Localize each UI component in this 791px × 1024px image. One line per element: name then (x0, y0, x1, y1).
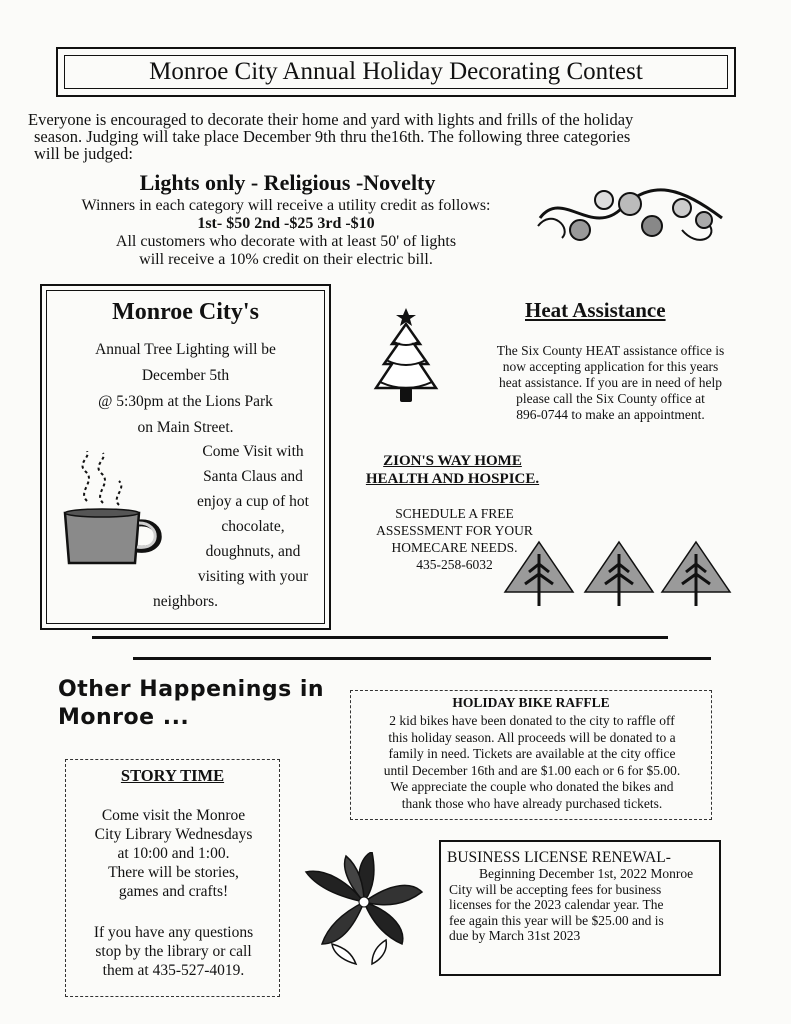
story-time-contact (72, 923, 275, 980)
poinsettia-icon (302, 852, 427, 967)
story-line: stop by the library or call (95, 943, 252, 960)
winners-line: All customers who decorate with at least 50' of lights (115, 233, 457, 250)
zion-heading (345, 452, 560, 488)
winners-info (30, 197, 542, 269)
santa-line: neighbors. (153, 593, 219, 610)
tree-lighting-line: @ 5:30pm at the Lions Park (98, 393, 273, 410)
tree-lighting-line: Annual Tree Lighting will be (95, 341, 276, 358)
story-line: There will be stories, (108, 864, 239, 881)
heat-line: please call the Six County office at (516, 391, 705, 406)
pine-tree-icon (503, 540, 575, 610)
zion-line: SCHEDULE A FREE (395, 506, 514, 521)
raffle-line: thank those who have already purchased tickets. (401, 795, 663, 811)
business-line: Beginning December 1st, 2022 Monroe (479, 866, 694, 881)
intro-paragraph (28, 111, 728, 162)
heat-assistance-body (478, 343, 743, 423)
business-line: fee again this year will be $25.00 and is (449, 912, 664, 928)
zion-line: 435-258-6032 (416, 557, 493, 572)
business-license-box (439, 840, 721, 976)
tree-lighting-line: on Main Street. (137, 419, 234, 436)
heat-line: heat assistance. If you are in need of help (498, 375, 723, 390)
heat-assistance-heading: Heat Assistance (525, 298, 666, 322)
divider-rule (92, 636, 668, 639)
bike-raffle-heading: HOLIDAY BIKE RAFFLE (452, 695, 610, 710)
christmas-tree-icon (372, 308, 440, 408)
business-license-heading: BUSINESS LICENSE RENEWAL- (447, 849, 671, 866)
other-happenings-heading (58, 676, 324, 732)
story-time-heading: STORY TIME (120, 766, 225, 785)
santa-line: doughnuts, and (205, 543, 301, 560)
divider-rule (133, 657, 711, 660)
story-line: games and crafts! (118, 883, 229, 900)
winners-line: will receive a 10% credit on their electric bill. (139, 251, 433, 268)
pine-tree-icon (583, 540, 655, 610)
story-time-box (65, 759, 280, 997)
pine-tree-icon (660, 540, 732, 610)
business-line: licenses for the 2023 calendar year. The (449, 897, 664, 912)
contest-categories: Lights only - Religious -Novelty (139, 170, 436, 195)
zion-line: ASSESSMENT FOR YOUR (376, 523, 533, 538)
bike-raffle-box (350, 690, 712, 820)
story-line: them at 435-527-4019. (102, 962, 245, 979)
intro-line: will be judged: (34, 144, 133, 163)
business-line: City will be accepting fees for business (449, 881, 662, 897)
intro-line: Everyone is encouraged to decorate their home and yard with lights and frills of the holiday (28, 110, 634, 129)
raffle-line: We appreciate the couple who donated the bikes and (390, 779, 674, 794)
story-line: Come visit the Monroe (101, 807, 246, 824)
business-license-body (449, 866, 717, 944)
raffle-line: 2 kid bikes have been donated to the city to raffle off (389, 713, 675, 728)
santa-line: Santa Claus and (203, 468, 303, 485)
santa-line: enjoy a cup of hot (197, 493, 309, 510)
ornament-garland-icon (532, 178, 727, 258)
story-line: at 10:00 and 1:00. (117, 845, 230, 862)
story-line: If you have any questions (93, 924, 254, 941)
zion-line: HOMECARE NEEDS. (391, 540, 518, 555)
santa-line: chocolate, (221, 518, 285, 535)
raffle-line: family in need. Tickets are available at the city office (388, 746, 676, 761)
hot-cocoa-mug-icon (57, 451, 172, 571)
raffle-line: until December 16th and are $1.00 each or 6 for $5.00. (383, 762, 681, 778)
zion-heading-line: ZION'S WAY HOME (383, 453, 522, 469)
heat-line: now accepting application for this years (502, 359, 719, 374)
heat-line: 896-0744 to make an appointment. (516, 407, 705, 422)
zion-heading-line: HEALTH AND HOSPICE. (365, 471, 540, 487)
other-heading-line: Other Happenings in (58, 677, 325, 702)
intro-line: season. Judging will take place December 9th thru the16th. The following three categories (34, 127, 631, 146)
story-line: City Library Wednesdays (94, 826, 253, 843)
santa-line: visiting with your (197, 568, 309, 585)
heat-line: The Six County HEAT assistance office is (496, 343, 725, 358)
santa-line: Come Visit with (202, 443, 304, 460)
title-box (56, 47, 736, 97)
other-heading-line: Monroe ... (58, 705, 190, 730)
tree-lighting-heading: Monroe City's (112, 299, 259, 325)
page-title: Monroe City Annual Holiday Decorating Contest (64, 55, 728, 89)
tree-lighting-box (40, 284, 331, 630)
tree-lighting-line: December 5th (141, 367, 230, 384)
winners-line: Winners in each category will receive a utility credit as follows: (81, 197, 491, 214)
prize-amounts: 1st- $50 2nd -$25 3rd -$10 (197, 215, 375, 232)
bike-raffle-body (357, 713, 707, 812)
raffle-line: this holiday season. All proceeds will be donated to a (388, 729, 676, 745)
business-line: due by March 31st 2023 (449, 928, 581, 943)
story-time-body (72, 806, 275, 901)
